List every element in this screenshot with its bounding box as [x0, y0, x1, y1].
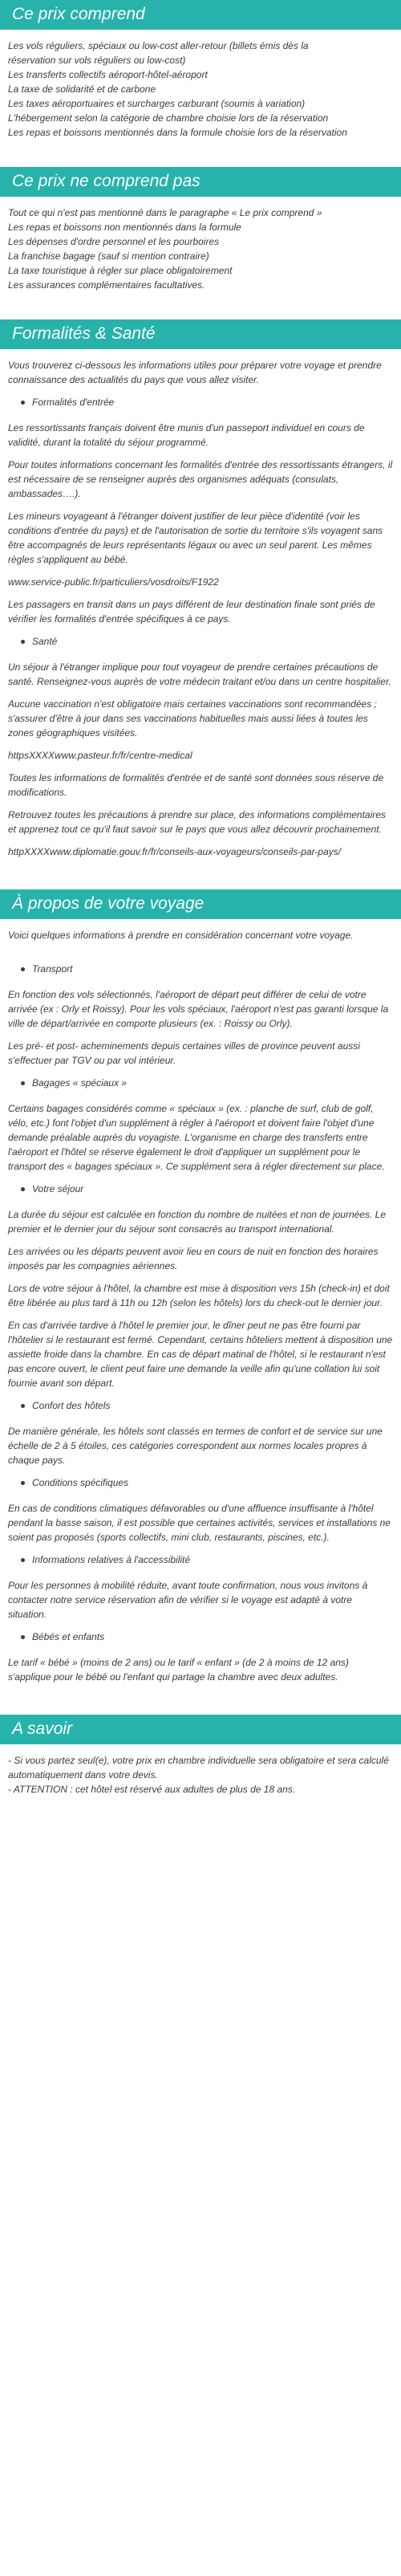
excluded-line: La franchise bagage (sauf si mention contraire)	[8, 250, 209, 262]
section-title-formalites-sante: Formalités & Santé	[0, 319, 401, 349]
accessibilite-text: Pour les personnes à mobilité réduite, avant toute confirmation, nous vous invitons à contacter notre service réservation afin de vérifier si le voyage est adapté à votre situation.	[8, 1580, 368, 1620]
bullet-bebes-enfants: Bébés et enfants	[8, 1630, 393, 1644]
included-list	[8, 39, 393, 140]
section-body-a-savoir	[0, 1753, 401, 1797]
transport-acheminements: Les pré- et post- acheminements depuis certaines villes de province peuvent aussi s'effectuer par TGV ou par vol intérieur.	[8, 1040, 360, 1066]
excluded-line: La taxe touristique à régler sur place obligatoirement	[8, 265, 233, 276]
excluded-line: Les assurances complémentaires facultatives.	[8, 279, 205, 291]
section-title-a-savoir: A savoir	[0, 1715, 401, 1744]
sante-precautions: Un séjour à l'étranger implique pour tout voyageur de prendre certaines précautions de santé. Renseignez-vous auprès de votre médecin traitant et/ou dans un centre hospitalier.	[8, 661, 391, 687]
included-line: La taxe de solidarité et de carbone	[8, 83, 156, 95]
section-title-a-propos-voyage: À propos de votre voyage	[0, 889, 401, 919]
section-body-ce-prix-ne-comprend-pas	[0, 206, 401, 292]
excluded-line: Tout ce qui n'est pas mentionné dans le paragraphe « Le prix comprend »	[8, 207, 322, 218]
section-body-formalites-sante	[0, 358, 401, 859]
section-body-a-propos-voyage	[0, 928, 401, 1684]
link-service-public[interactable]: www.service-public.fr/particuliers/vosdroits/F1922	[8, 576, 219, 588]
included-line: Les taxes aéroportuaires et surcharges carburant (soumis à variation)	[8, 98, 306, 109]
bullet-confort-hotels: Confort des hôtels	[8, 1398, 393, 1413]
bullet-sante: Santé	[8, 634, 393, 649]
transport-aeroport: En fonction des vols sélectionnés, l'aéroport de départ peut différer de celui de votre arrivée (ex : Orly et Roissy). Pour les vols spéciaux, l'aéroport n'est pas garanti lorsque la ville de départ/arrivée en comporte plusieurs (ex. : Roissy ou Orly).	[8, 989, 389, 1029]
section-body-ce-prix-comprend	[0, 39, 401, 140]
sante-vaccinations: Aucune vaccination n'est obligatoire mais certaines vaccinations sont recommandées ; s'assurer d'être à jour dans ses vaccinations habituelles mais aussi liées à toutes les zones géographiques visitées.	[8, 698, 377, 739]
a-savoir-line: - Si vous partez seul(e), votre prix en chambre individuelle sera obligatoire et sera calculé automatiquement dans votre devis.	[8, 1755, 389, 1780]
bullet-bagages-speciaux: Bagages « spéciaux »	[8, 1076, 393, 1090]
included-line: Les vols réguliers, spéciaux ou low-cost aller-retour (billets émis dès la	[8, 40, 309, 51]
sejour-chambre: Lors de votre séjour à l'hôtel, la chambre est mise à disposition vers 15h (check-in) et doit être libérée au plus tard à 11h ou 12h (selon les hôtels) lors du check-out le dernier jour.	[8, 1283, 390, 1308]
sejour-horaires: Les arrivées ou les départs peuvent avoir lieu en cours de nuit en fonction des horaires imposés par les compagnies aériennes.	[8, 1246, 379, 1272]
included-line: réservation sur vols réguliers ou low-cost)	[8, 55, 186, 66]
excluded-line: Les repas et boissons non mentionnés dans la formule	[8, 222, 241, 233]
bullet-transport: Transport	[8, 962, 393, 976]
formalites-mineurs: Les mineurs voyageant à l'étranger doivent justifier de leur pièce d'identité (voir les conditions d'entrée du pays) et de l'autorisation de sortie du territoire s'ils voyagent sans être accompagnés de leurs représentants légaux ou avec un seul parent. Les mêmes règles s'appliquent au bébé.	[8, 511, 383, 565]
link-diplomatie[interactable]: httpXXXXwww.diplomatie.gouv.fr/fr/conseils-aux-voyageurs/conseils-par-pays/	[8, 846, 342, 857]
section-title-ce-prix-comprend: Ce prix comprend	[0, 0, 401, 30]
voyage-intro: Voici quelques informations à prendre en considération concernant votre voyage.	[8, 930, 354, 941]
excluded-line: Les dépenses d'ordre personnel et les pourboires	[8, 236, 220, 247]
link-pasteur[interactable]: httpsXXXXwww.pasteur.fr/fr/centre-medical	[8, 750, 192, 761]
formalites-transit: Les passagers en transit dans un pays différent de leur destination finale sont priés de vérifier les formalités d'entrée spécifiques à ce pays.	[8, 599, 375, 625]
bebes-text: Le tarif « bébé » (moins de 2 ans) ou le tarif « enfant » (de 2 à moins de 12 ans) s'applique pour le bébé ou l'enfant qui partage la chambre avec deux adultes.	[8, 1657, 349, 1683]
excluded-list	[8, 206, 393, 292]
section-title-ce-prix-ne-comprend-pas: Ce prix ne comprend pas	[0, 167, 401, 197]
included-line: Les transferts collectifs aéroport-hôtel-aéroport	[8, 69, 208, 80]
formalites-etrangers: Pour toutes informations concernant les formalités d'entrée des ressortissants étrangers, il est nécessaire de se renseigner auprès des organismes adéquats (consulats, ambassades….).	[8, 459, 393, 499]
bullet-accessibilite: Informations relatives à l'accessibilité	[8, 1553, 393, 1567]
formalites-retrouvez: Retrouvez toutes les précautions à prendre sur place, des informations complémentaires et apprenez tout ce qu'il faut savoir sur le pays que vous allez découvrir prochainement.	[8, 809, 386, 835]
included-line: L'hébergement selon la catégorie de chambre choisie lors de la réservation	[8, 112, 329, 124]
formalites-passeport: Les ressortissants français doivent être munis d'un passeport individuel en cours de validité, durant la totalité du séjour programmé.	[8, 422, 365, 448]
included-line: Les repas et boissons mentionnés dans la formule choisie lors de la réservation	[8, 127, 347, 138]
a-savoir-line: - ATTENTION : cet hôtel est réservé aux adultes de plus de 18 ans.	[8, 1784, 296, 1795]
confort-text: De manière générale, les hôtels sont classés en termes de confort et de service sur une échelle de 2 à 5 étoiles, ces catégories correspondent aux normes locales propres à chaque pays.	[8, 1426, 383, 1466]
formalites-reserve: Toutes les informations de formalités d'entrée et de santé sont données sous réserve de modifications.	[8, 772, 384, 798]
bagages-text: Certains bagages considérés comme « spéciaux » (ex. : planche de surf, club de golf, vélo, etc.) font l'objet d'un supplément à régler à l'aéroport et doivent faire l'objet d'une demande préalable auprès du voyagiste. L'organisme en charge des transferts entre l'aéroport et l'hôtel se réserve également le droit d'appliquer un supplément pour le transport des « bagages spéciaux ». Ce supplément sera à régler directement sur place.	[8, 1103, 385, 1172]
formalites-intro: Vous trouverez ci-dessous les informations utiles pour préparer votre voyage et prendre connaissance des actualités du pays que vous allez visiter.	[8, 360, 382, 385]
bullet-votre-sejour: Votre séjour	[8, 1182, 393, 1196]
conditions-text: En cas de conditions climatiques défavorables ou d'une affluence insuffisante à l'hôtel pendant la basse saison, il est possible que certaines activités, services et installations ne soient pas proposés (sports collectifs, mini club, restaurants, piscines, etc.).	[8, 1503, 391, 1543]
sejour-arrivee-tardive: En cas d'arrivée tardive à l'hôtel le premier jour, le dîner peut ne pas être fourni par l'hôtelier si le restaurant est fermé. Cependant, certains hôteliers mettent à disposition une assiette froide dans la chambre. En cas de départ matinal de l'hôtel, si le restaurant n'est pas encore ouvert, le client peut faire une demande la veille afin qu'une collation lui soit fournie avant son départ.	[8, 1320, 393, 1389]
sejour-duree: La durée du séjour est calculée en fonction du nombre de nuitées et non de journées. Le premier et le dernier jour du séjour sont consacrés au transport international.	[8, 1209, 386, 1235]
bullet-conditions-specifiques: Conditions spécifiques	[8, 1475, 393, 1490]
a-savoir-list	[8, 1753, 393, 1797]
bullet-formalites-entree: Formalités d'entrée	[8, 395, 393, 409]
